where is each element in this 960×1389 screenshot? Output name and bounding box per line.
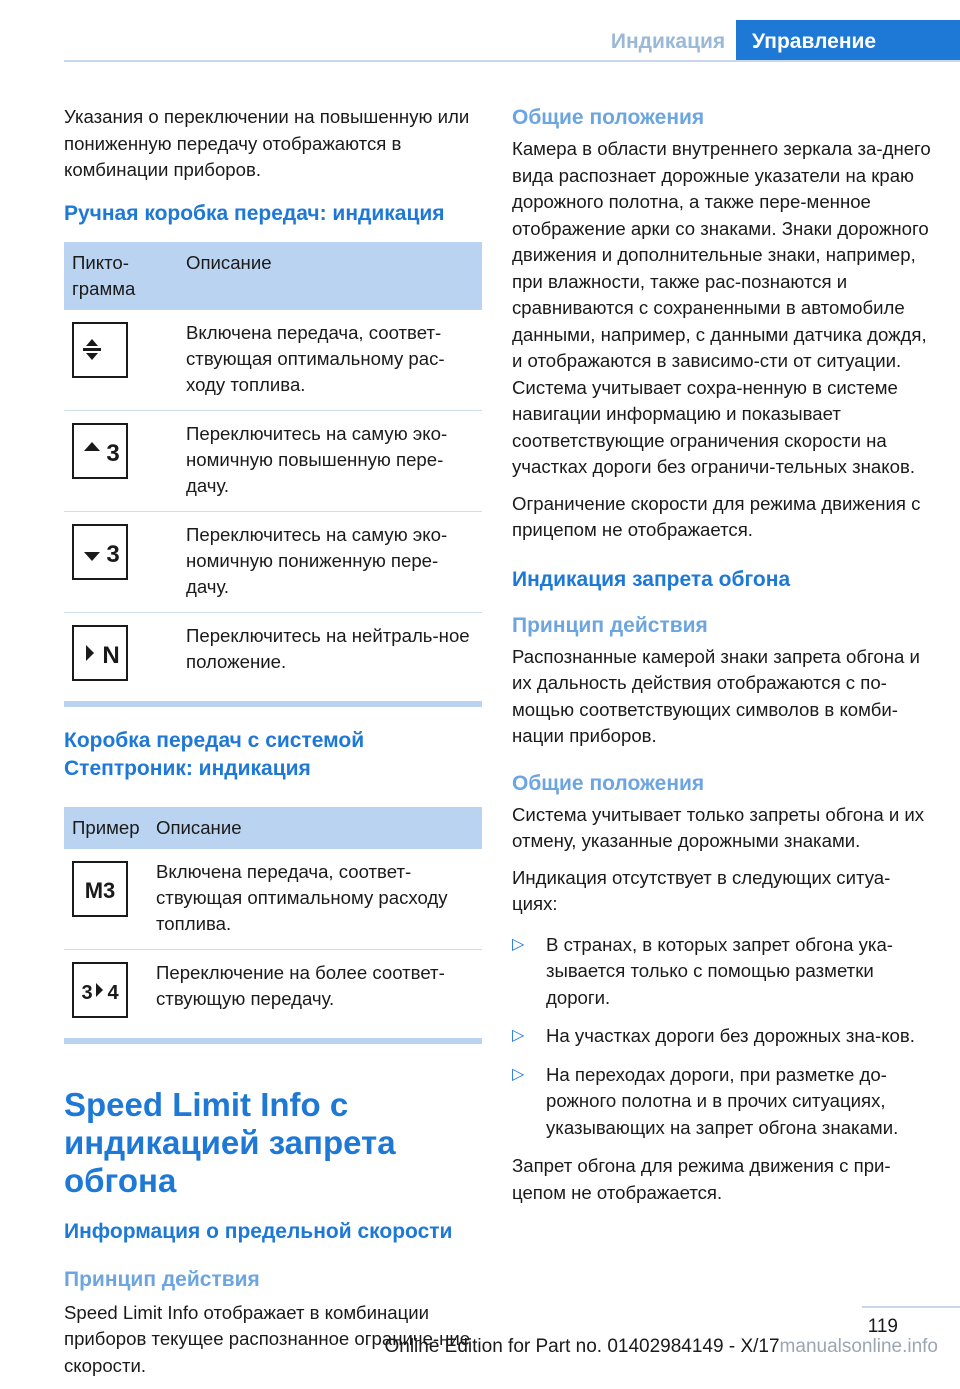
svg-text:3: 3 <box>81 981 93 1004</box>
table-header-row <box>64 807 482 849</box>
general-paragraph-2: Ограничение скорости для режима движения с прицепом не отображается. <box>512 492 921 540</box>
svg-text:3: 3 <box>106 439 120 467</box>
section-tab-indication: Индикация <box>600 20 736 62</box>
table-row <box>64 310 482 411</box>
intro-paragraph: Указания о переключении на повышенную или пониженную передачу отображаются в комбинации приборов. <box>64 106 470 180</box>
right-column <box>512 104 932 1216</box>
principle-paragraph-right: Распознанные камерой знаки запрета обгона и их дальность действия отображаются с по-мощью соответствующих символов в комби-нации приборов. <box>512 645 920 746</box>
table-row <box>64 612 482 693</box>
principle-heading-right: Принцип действия <box>512 613 708 637</box>
principle-paragraph-left: Speed Limit Info отображает в комбинации приборов текущее распознанное ограниче-ние скорости. <box>64 1301 471 1376</box>
section-tab-controls: Управление <box>736 20 960 62</box>
general-heading-2: Общие положения <box>512 771 705 795</box>
table-row <box>64 949 482 1030</box>
m3-icon <box>72 861 128 917</box>
steptronic-table <box>64 807 482 1030</box>
situations-list <box>512 932 932 1142</box>
watermark-text: manualsonline.info <box>779 1336 938 1357</box>
table-row <box>64 410 482 511</box>
general-heading-1: Общие положения <box>512 106 705 129</box>
gear-optimal-icon <box>72 322 128 378</box>
table-header-row <box>64 242 482 310</box>
bullet-triangle-icon: ▷ <box>512 1065 525 1083</box>
table-end-bar <box>64 701 482 707</box>
edition-text: Online Edition for Part no. 01402984149 - X/17 <box>384 1336 780 1357</box>
manual-gearbox-table <box>64 242 482 693</box>
left-column <box>64 104 482 1389</box>
row-description: Включена передача, соответ-ствующая оптимальному расходу топлива. <box>148 849 482 950</box>
column-header-description: Описание <box>148 807 482 849</box>
gear-neutral-icon <box>72 625 128 681</box>
general-paragraph-3: Система учитывает только запреты обгона и их отмену, указанные дорожными знаками. <box>512 803 925 851</box>
list-item: ▷ На участках дороги без дорожных зна-ков. <box>512 1023 932 1050</box>
3-to-4-icon <box>72 962 128 1018</box>
page-header <box>600 20 960 64</box>
list-item: ▷ В странах, в которых запрет обгона ука-зывается только с помощью разметки дороги. <box>512 933 893 1008</box>
table-row <box>64 849 482 950</box>
bullet-triangle-icon: ▷ <box>512 1027 525 1044</box>
gear-down-3-icon <box>72 524 128 580</box>
footer-divider <box>862 1306 960 1308</box>
svg-text:4: 4 <box>107 981 119 1004</box>
row-description: Переключение на более соответ-ствующую передачу. <box>156 961 445 1009</box>
speed-limit-info-heading: Speed Limit Info с индикацией запрета обгона <box>64 1085 396 1199</box>
general-paragraph-1: Камера в области внутреннего зеркала за-днего вида распознает дорожные указатели на краю дорожного полотна, а также пере-менное отображение арки со знаками. Знаки дорожного движения и дополнительные знаки, например, при влажности, также рас-познаются и сравниваются с сохраненными в автомобиле данными, например, с данными датчика дождя, и отображаются в зависимо-сти от ситуации. Система учитывает сохра-ненную в системе навигации информацию и показывает соответствующие ограничения скорости на участках дороги без ограничи-тельных знаков. <box>512 138 931 477</box>
bullet-triangle-icon: ▷ <box>512 935 525 953</box>
svg-text:3: 3 <box>106 540 120 568</box>
speed-limit-info-subheading: Информация о предельной скорости <box>64 1219 453 1243</box>
column-header-example: Пример <box>64 807 148 849</box>
gear-up-3-icon <box>72 423 128 479</box>
column-header-pictogram: Пикто-грамма <box>64 242 178 310</box>
row-description: Включена передача, соответ-ствующая оптимальному рас-ходу топлива. <box>178 310 482 411</box>
table-end-bar <box>64 1038 482 1044</box>
row-description: Переключитесь на самую эко-номичную повышенную пере-дачу. <box>178 410 482 511</box>
svg-text:M3: M3 <box>84 877 116 903</box>
row-description: Переключитесь на нейтраль-ное положение. <box>186 624 470 672</box>
svg-text:N: N <box>102 641 120 669</box>
closing-paragraph: Запрет обгона для режима движения с при-цепом не отображается. <box>512 1155 891 1203</box>
general-paragraph-4: Индикация отсутствует в следующих ситуа-циях: <box>512 866 891 914</box>
page-number: 119 <box>867 1316 898 1337</box>
column-header-description: Описание <box>178 242 482 310</box>
principle-heading-left: Принцип действия <box>64 1267 260 1291</box>
manual-gearbox-heading: Ручная коробка передач: индикация <box>64 201 445 225</box>
steptronic-heading: Коробка передач с системой Стептроник: индикация <box>64 728 365 780</box>
row-description: Переключитесь на самую эко-номичную пониженную пере-дачу. <box>178 511 482 612</box>
overtake-indication-heading: Индикация запрета обгона <box>512 567 791 591</box>
table-row <box>64 511 482 612</box>
list-item: ▷ На переходах дороги, при разметке до-рожного полотна и в прочих ситуациях, указывающих на запрет обгона знаками. <box>512 1063 899 1138</box>
header-divider <box>64 60 960 62</box>
edition-line <box>0 1336 960 1358</box>
